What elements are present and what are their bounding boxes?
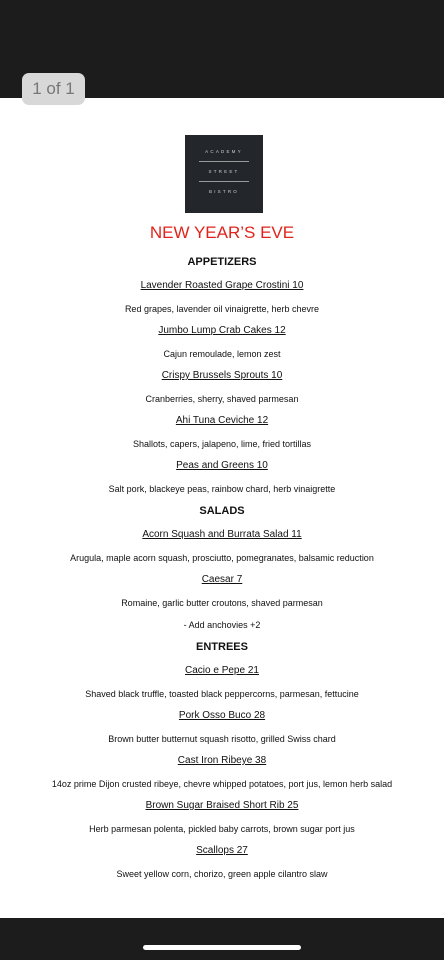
- menu-item-name: Cast Iron Ribeye 38: [177, 755, 267, 766]
- menu-title: NEW YEAR’S EVE: [149, 223, 295, 242]
- menu-item-name: Acorn Squash and Burrata Salad 11: [142, 529, 302, 540]
- menu-item-desc: Shallots, capers, jalapeno, lime, fried tortillas: [132, 439, 312, 449]
- menu-item-name: Pork Osso Buco 28: [178, 710, 266, 721]
- logo-line-3: BISTRO: [209, 189, 239, 194]
- menu-document: [0, 98, 444, 918]
- logo-rule: [199, 161, 249, 162]
- menu-item-desc: Brown butter butternut squash risotto, grilled Swiss chard: [108, 734, 336, 744]
- menu-item-desc: Herb parmesan polenta, pickled baby carrots, brown sugar port jus: [89, 824, 355, 834]
- menu-item-name: Jumbo Lump Crab Cakes 12: [158, 325, 286, 336]
- menu-item-desc: Sweet yellow corn, chorizo, green apple cilantro slaw: [116, 869, 328, 879]
- restaurant-logo: [185, 135, 263, 213]
- menu-item-name: Cacio e Pepe 21: [185, 665, 259, 676]
- home-indicator-bar[interactable]: [143, 945, 301, 950]
- menu-item-name: Ahi Tuna Ceviche 12: [175, 415, 269, 426]
- menu-item-name: Lavender Roasted Grape Crostini 10: [140, 280, 304, 291]
- logo-rule: [199, 181, 249, 182]
- menu-item-desc: Shaved black truffle, toasted black peppercorns, parmesan, fettucine: [85, 689, 359, 699]
- section-heading-appetizers: APPETIZERS: [187, 256, 257, 268]
- menu-item-name: Brown Sugar Braised Short Rib 25: [145, 800, 299, 811]
- menu-item-desc: Arugula, maple acorn squash, prosciutto, pomegranates, balsamic reduction: [70, 553, 374, 563]
- menu-item-desc: Romaine, garlic butter croutons, shaved parmesan: [121, 598, 323, 608]
- menu-item-desc: 14oz prime Dijon crusted ribeye, chevre whipped potatoes, port jus, lemon herb salad: [51, 779, 393, 789]
- menu-item-name: Peas and Greens 10: [176, 460, 268, 471]
- logo-line-2: STREET: [208, 169, 240, 174]
- menu-item-name: Caesar 7: [201, 574, 243, 585]
- menu-item-desc: Cajun remoulade, lemon zest: [163, 349, 281, 359]
- section-heading-entrees: ENTREES: [196, 641, 248, 653]
- menu-item-name: Scallops 27: [196, 845, 248, 856]
- section-heading-salads: SALADS: [199, 505, 245, 517]
- menu-item-note: - Add anchovies +2: [183, 620, 261, 630]
- page-indicator: 1 of 1: [22, 73, 85, 105]
- menu-item-name: Crispy Brussels Sprouts 10: [161, 370, 283, 381]
- logo-line-1: ACADEMY: [205, 149, 243, 154]
- menu-item-desc: Salt pork, blackeye peas, rainbow chard, herb vinaigrette: [108, 484, 336, 494]
- menu-item-desc: Cranberries, sherry, shaved parmesan: [145, 394, 299, 404]
- menu-item-desc: Red grapes, lavender oil vinaigrette, herb chevre: [124, 304, 320, 314]
